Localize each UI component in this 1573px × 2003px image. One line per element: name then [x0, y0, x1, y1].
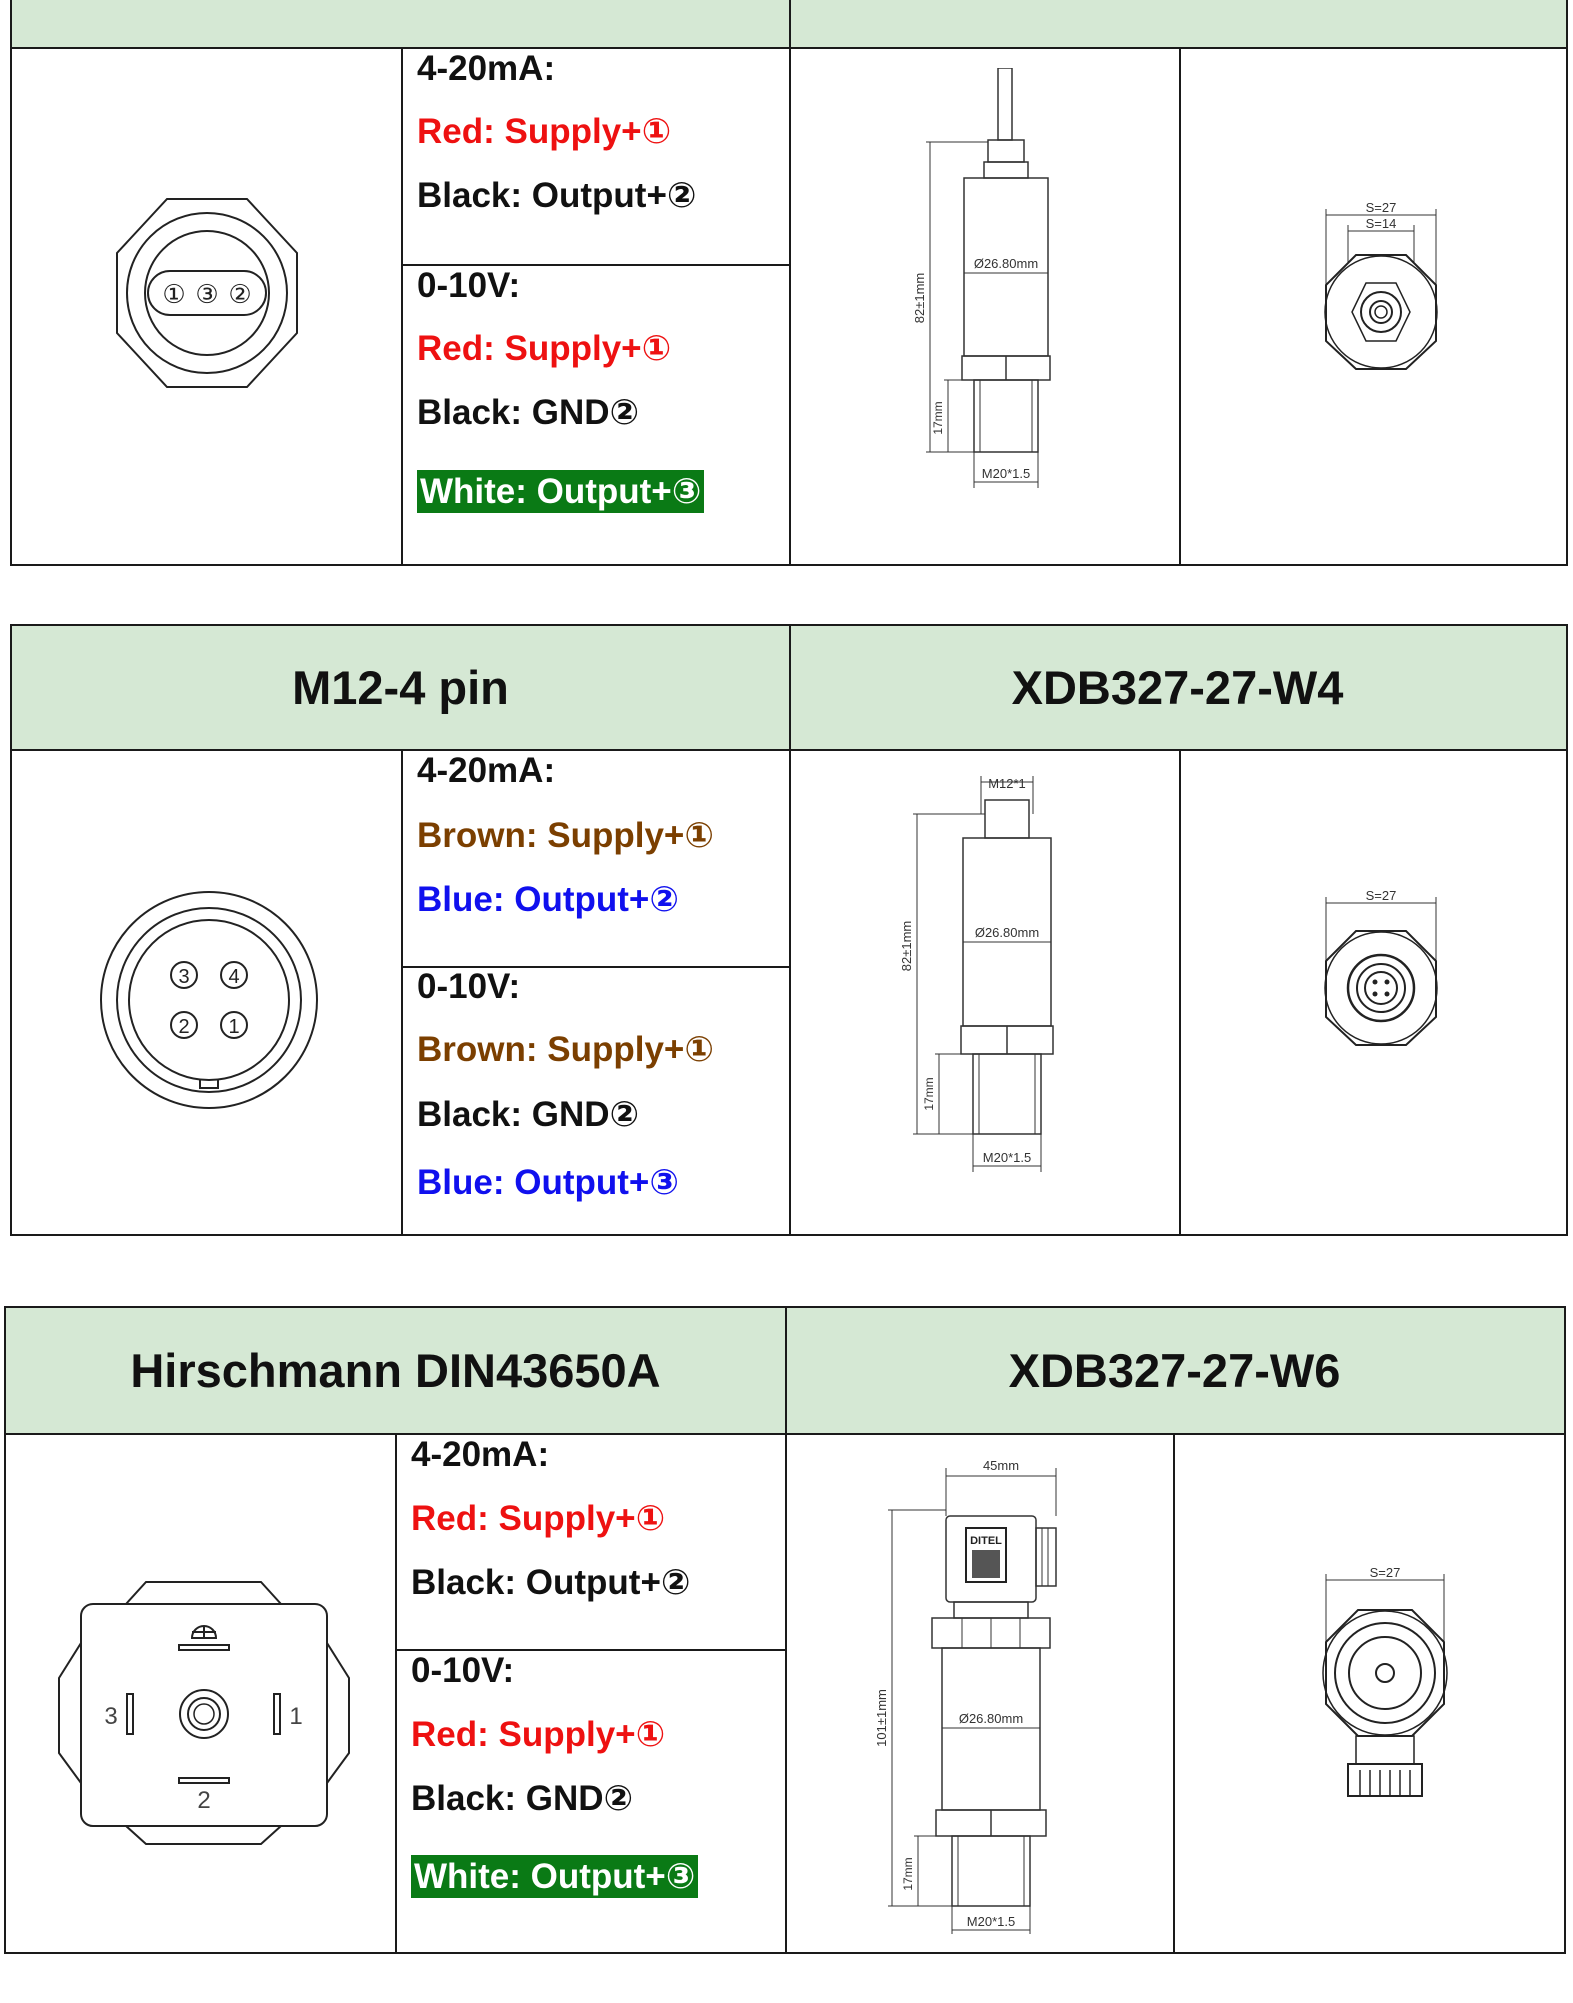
ground-icon	[192, 1626, 216, 1638]
pin-label: 3	[178, 966, 190, 988]
wiring-supply: Red: Supply+①	[411, 1715, 666, 1754]
pin-label: 2	[178, 1016, 190, 1038]
sensor-top-drawing	[1312, 193, 1452, 378]
dim-length: 82±1mm	[912, 272, 927, 324]
dim-thread: M20*1.5	[981, 466, 1031, 481]
dim-thread-length: 17mm	[922, 1077, 936, 1111]
sensor-side-drawing	[877, 776, 1077, 1196]
sensor-side-drawing	[902, 68, 1082, 498]
wiring-0-10-heading: 0-10V:	[411, 1651, 515, 1690]
connector-3pin-diagram	[107, 193, 307, 393]
wiring-0-10-heading: 0-10V:	[417, 266, 521, 305]
dim-width: 45mm	[982, 1458, 1020, 1473]
wiring-gnd: Black: GND②	[417, 393, 640, 432]
pin-label: 1	[228, 1016, 240, 1038]
wiring-supply: Red: Supply+①	[417, 329, 672, 368]
model-title: XDB327-27-W6	[1008, 1344, 1341, 1397]
sensor-top-drawing	[1312, 1558, 1462, 1803]
pin-label: 2	[197, 1787, 211, 1814]
dim-thread: M20*1.5	[966, 1914, 1016, 1929]
connector-m12-diagram	[94, 888, 324, 1118]
dim-s27: S=27	[1369, 1565, 1401, 1580]
pin-label: ②	[228, 279, 252, 309]
sensor-side-drawing	[862, 1456, 1102, 1936]
pin-label: 1	[289, 1703, 303, 1730]
dim-diameter: Ø26.80mm	[974, 925, 1040, 940]
wiring-gnd: Black: GND②	[417, 1095, 640, 1134]
dim-length: 82±1mm	[899, 920, 914, 972]
wiring-gnd: Black: GND②	[411, 1779, 634, 1818]
section2-table	[10, 624, 1568, 1236]
connector-title: Hirschmann DIN43650A	[130, 1344, 661, 1397]
wiring-supply: Red: Supply+①	[417, 112, 672, 151]
dim-diameter: Ø26.80mm	[958, 1711, 1024, 1726]
wiring-output: Black: Output+②	[411, 1563, 691, 1602]
pin-label: ③	[195, 279, 219, 309]
wiring-supply: Brown: Supply+①	[417, 816, 715, 855]
dim-thread-length: 17mm	[901, 1857, 915, 1891]
wiring-output: Blue: Output+②	[417, 880, 679, 919]
wiring-0-10-heading: 0-10V:	[417, 967, 521, 1006]
dim-s27: S=27	[1365, 200, 1397, 215]
wiring-supply: Red: Supply+①	[411, 1499, 666, 1538]
dim-thread-length: 17mm	[931, 401, 945, 435]
section3-table	[4, 1306, 1566, 1954]
wiring-4-20-heading: 4-20mA:	[417, 49, 556, 88]
dim-length: 101±1mm	[874, 1689, 889, 1747]
dim-m12: M12*1	[988, 776, 1026, 791]
pin-label: 3	[104, 1703, 118, 1730]
model-title: XDB327-27-W4	[1011, 661, 1344, 714]
wiring-4-20-heading: 4-20mA:	[411, 1435, 550, 1474]
connector-title: M12-4 pin	[292, 661, 509, 714]
wiring-white-output: White: Output+③	[417, 472, 704, 512]
dim-diameter: Ø26.80mm	[973, 256, 1039, 271]
dim-s27: S=27	[1365, 888, 1397, 903]
sensor-top-drawing	[1312, 881, 1452, 1046]
dim-thread: M20*1.5	[982, 1150, 1032, 1165]
wiring-white-output: White: Output+③	[411, 1857, 698, 1897]
pin-label: ①	[162, 279, 186, 309]
wiring-output: Blue: Output+③	[417, 1163, 679, 1202]
dim-s14: S=14	[1365, 216, 1397, 231]
pin-label: 4	[228, 966, 240, 988]
connector-din43650a-diagram	[51, 1568, 361, 1858]
wiring-4-20-heading: 4-20mA:	[417, 751, 556, 790]
logo-text: DITEL	[970, 1535, 1002, 1547]
wiring-output: Black: Output+②	[417, 176, 697, 215]
section1-table	[10, 0, 1568, 566]
wiring-supply: Brown: Supply+①	[417, 1030, 715, 1069]
